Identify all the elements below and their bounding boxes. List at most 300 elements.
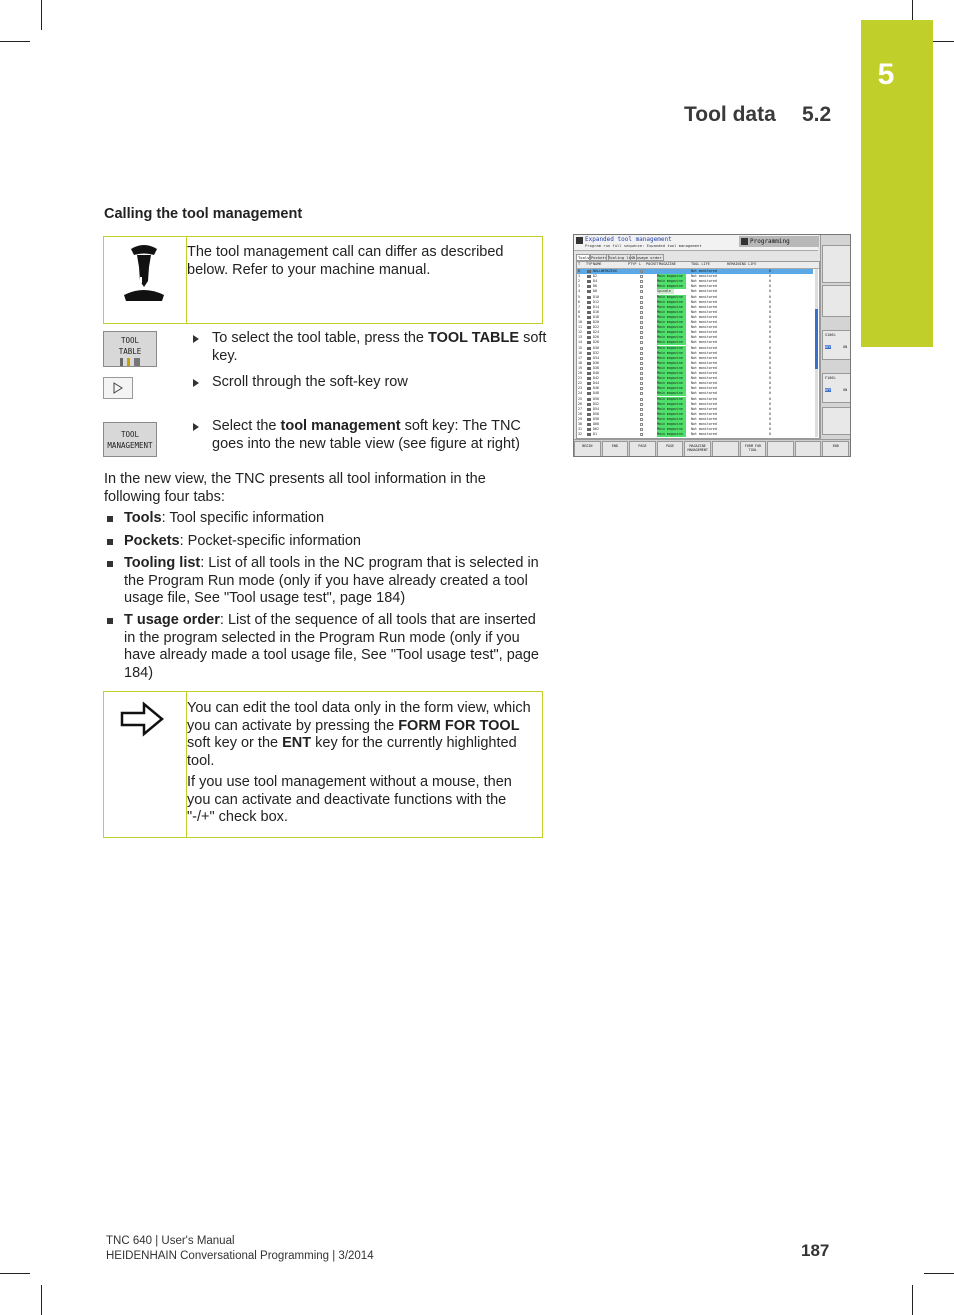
cell-tool-number: 31 xyxy=(578,427,582,432)
cell-tool-number: 22 xyxy=(578,381,582,386)
locked-checkbox[interactable] xyxy=(640,367,643,370)
column-header: TOOL LIFE xyxy=(691,262,710,266)
cell-magazine: Main magazine xyxy=(657,335,686,340)
cell-tool-name: D2 xyxy=(593,274,597,279)
side-softkey[interactable] xyxy=(822,373,851,403)
tool-type-icon xyxy=(587,270,591,273)
softkey-label: TOOL xyxy=(120,430,140,439)
cell-tool-life: Not monitored xyxy=(691,335,717,340)
tip-note-box xyxy=(103,691,543,838)
section-title: Calling the tool management xyxy=(104,206,303,222)
cell-tool-name: D60 xyxy=(593,422,599,426)
cell-tool-life: Not monitored xyxy=(691,345,717,350)
crop-mark xyxy=(0,1273,30,1274)
cell-tool-life: Not monitored xyxy=(691,314,717,319)
locked-checkbox[interactable] xyxy=(640,387,643,390)
cell-tool-name: D1 xyxy=(593,432,597,437)
cell-tool-name: D34 xyxy=(593,355,599,360)
cell-magazine: Main magazine xyxy=(657,381,686,386)
tool-type-icon xyxy=(587,280,591,283)
locked-checkbox[interactable] xyxy=(640,403,643,406)
cell-remaining-life: 0 xyxy=(769,274,771,279)
machine-note-icon-cell xyxy=(104,237,187,323)
cell-tool-name: D52 xyxy=(593,401,599,406)
cell-remaining-life: 0 xyxy=(769,386,771,391)
scrollbar-thumb[interactable] xyxy=(815,309,818,369)
tool-type-icon xyxy=(587,275,591,278)
table-header xyxy=(577,262,819,269)
softkey-label: MANAGEMENT xyxy=(107,441,153,450)
cell-tool-name: D32 xyxy=(593,350,599,355)
screen-softkey[interactable] xyxy=(657,441,684,457)
cell-tool-life: Not monitored xyxy=(691,386,717,391)
cell-tool-number: 23 xyxy=(578,386,582,391)
cell-tool-number: 16 xyxy=(578,350,582,355)
tool-type-icon xyxy=(587,306,591,309)
cell-tool-name: D6 xyxy=(593,284,597,289)
cell-tool-name: D50 xyxy=(593,396,599,401)
locked-checkbox[interactable] xyxy=(640,326,643,329)
cell-tool-number: 19 xyxy=(578,365,582,370)
cell-tool-life: Not monitored xyxy=(691,427,717,432)
cell-remaining-life: 0 xyxy=(769,289,771,294)
tip-note-text xyxy=(187,700,534,831)
cell-magazine: Main magazine xyxy=(657,320,686,325)
cell-tool-name: NULLWERKZEUG xyxy=(593,269,617,273)
cell-remaining-life: 0 xyxy=(769,335,771,340)
locked-checkbox[interactable] xyxy=(640,341,643,344)
tool-type-icon xyxy=(587,296,591,299)
cell-remaining-life: 0 xyxy=(769,396,771,401)
cell-tool-number: 6 xyxy=(578,299,580,304)
tool-type-icon xyxy=(587,336,591,339)
screen-subtitle: Program run full sequence: Expanded tool management xyxy=(585,243,702,248)
programming-mode-box xyxy=(739,236,819,247)
intro-paragraph: In the new view, the TNC presents all tool information in the following four tabs: xyxy=(104,471,486,505)
column-header: POCKET xyxy=(646,262,659,266)
machine-note-text: The tool management call can differ as described below. Refer to your machine manual. xyxy=(187,244,504,278)
cell-magazine: Main magazine xyxy=(657,371,686,376)
cell-tool-number: 13 xyxy=(578,335,582,340)
column-header: L xyxy=(639,262,642,266)
screen-softkey-label: END xyxy=(611,444,618,448)
cell-tool-life: Not monitored xyxy=(691,274,717,279)
spindle-override-label: S100% xyxy=(825,333,836,337)
screen-softkey[interactable] xyxy=(712,441,739,457)
cell-tool-number: 7 xyxy=(578,304,580,309)
side-softkey[interactable] xyxy=(822,285,851,317)
locked-checkbox[interactable] xyxy=(640,270,643,273)
locked-checkbox[interactable] xyxy=(640,352,643,355)
locked-checkbox[interactable] xyxy=(640,372,643,375)
softkey-ref: TOOL TABLE xyxy=(428,330,520,346)
cell-remaining-life: 0 xyxy=(769,279,771,284)
footer-line-2: HEIDENHAIN Conversational Programming | 3/2014 xyxy=(106,1250,374,1262)
cell-magazine: Main magazine xyxy=(657,340,686,345)
cell-tool-number: 5 xyxy=(578,294,580,299)
mode-icon xyxy=(576,237,583,244)
locked-checkbox[interactable] xyxy=(640,362,643,365)
cell-tool-number: 18 xyxy=(578,360,582,365)
locked-checkbox[interactable] xyxy=(640,290,643,293)
screen-softkey[interactable] xyxy=(740,441,767,457)
column-header: NAME xyxy=(593,262,602,266)
tool-type-icon xyxy=(587,372,591,375)
tool-type-icon xyxy=(587,301,591,304)
mode-label: Programming xyxy=(750,238,790,245)
locked-checkbox[interactable] xyxy=(640,301,643,304)
cell-tool-life: Not monitored xyxy=(691,422,717,426)
column-header: PTYP xyxy=(628,262,637,266)
tool-type-icon xyxy=(587,331,591,334)
feed-override-label: F100% xyxy=(825,376,836,380)
cell-tool-name: D8 xyxy=(593,289,597,294)
chapter-title: Tool data xyxy=(684,103,776,126)
softkey-label: TABLE xyxy=(118,347,142,356)
cell-remaining-life: 0 xyxy=(769,365,771,370)
locked-checkbox[interactable] xyxy=(640,418,643,421)
column-header: T xyxy=(578,262,581,266)
cell-tool-number: 2 xyxy=(578,279,580,284)
locked-checkbox[interactable] xyxy=(640,306,643,309)
cell-magazine: Main magazine xyxy=(657,274,686,279)
tool-type-icon xyxy=(587,367,591,370)
cell-tool-life: Not monitored xyxy=(691,309,717,314)
cell-tool-name: D48 xyxy=(593,391,599,396)
screen-softkey[interactable] xyxy=(795,441,822,457)
off-label: OFF xyxy=(825,345,832,349)
cell-tool-number: 21 xyxy=(578,376,582,381)
cell-magazine: Main magazine xyxy=(657,295,686,300)
cell-tool-number: 8 xyxy=(578,309,580,314)
cell-remaining-life: 0 xyxy=(769,330,771,335)
cell-magazine: Main magazine xyxy=(657,376,686,381)
cell-remaining-life: 0 xyxy=(769,309,771,314)
cell-tool-number: 1 xyxy=(578,274,580,279)
crop-mark xyxy=(41,0,42,30)
off-label: OFF xyxy=(825,388,832,392)
side-softkey[interactable] xyxy=(822,245,851,283)
machine-manual-icon xyxy=(104,237,186,323)
cell-magazine: Main magazine xyxy=(657,417,686,422)
side-panel xyxy=(820,235,851,457)
tip-paragraph-1: You can edit the tool data only in the form view, which you can activate by pressing the FORM FOR TOOL soft key or the ENT key for the currently highlighted tool. xyxy=(187,700,531,769)
cell-tool-number: 0 xyxy=(578,269,580,273)
tool-type-icon xyxy=(587,398,591,401)
cell-magazine: Main magazine xyxy=(657,351,686,356)
cell-magazine: Main magazine xyxy=(657,402,686,407)
tool-type-icon xyxy=(587,408,591,411)
cell-tool-name: D54 xyxy=(593,406,599,411)
cell-tool-life: Not monitored xyxy=(691,330,717,335)
cell-magazine: Main magazine xyxy=(657,346,686,351)
screen-softkey[interactable] xyxy=(629,441,656,457)
cell-tool-life: Not monitored xyxy=(691,279,717,284)
table-row[interactable] xyxy=(577,432,813,437)
tab-tools[interactable]: Tools xyxy=(578,255,590,260)
tool-icon xyxy=(110,357,150,367)
footer-line-1: TNC 640 | User's Manual xyxy=(106,1235,235,1247)
tool-type-icon xyxy=(587,377,591,380)
cell-tool-name: D14 xyxy=(593,304,599,309)
cell-tool-life: Not monitored xyxy=(691,411,717,416)
cell-magazine: Main magazine xyxy=(657,386,686,391)
cell-remaining-life: 0 xyxy=(769,320,771,324)
table-scrollbar[interactable] xyxy=(815,269,818,437)
tool-type-icon xyxy=(587,403,591,406)
cell-tool-name: D38 xyxy=(593,365,599,370)
locked-checkbox[interactable] xyxy=(640,408,643,411)
cell-tool-name: D12 xyxy=(593,299,599,304)
screen-softkey-row xyxy=(574,439,850,457)
step-arrow-icon xyxy=(193,379,199,387)
tool-type-icon xyxy=(587,316,591,319)
tip-arrow-icon xyxy=(104,692,186,752)
screen-softkey[interactable] xyxy=(602,441,629,457)
column-header: REMAINING LIFE xyxy=(727,262,757,266)
on-label: ON xyxy=(843,388,848,392)
cell-remaining-life: 0 xyxy=(769,355,771,360)
crop-mark xyxy=(924,1273,954,1274)
cell-magazine: Main magazine xyxy=(657,366,686,371)
cell-tool-life: Not monitored xyxy=(691,416,717,421)
cell-magazine: Spindle xyxy=(657,289,674,294)
cell-remaining-life: 0 xyxy=(769,376,771,381)
cell-tool-name: D62 xyxy=(593,427,599,432)
cell-tool-life: Not monitored xyxy=(691,320,717,324)
tool-type-icon xyxy=(587,347,591,350)
cell-tool-life: Not monitored xyxy=(691,401,717,406)
cell-remaining-life: 0 xyxy=(769,340,771,345)
cell-tool-life: Not monitored xyxy=(691,376,717,381)
crop-mark xyxy=(0,41,30,42)
cell-tool-name: D16 xyxy=(593,309,599,314)
cell-tool-name: D42 xyxy=(593,376,599,381)
column-header: TYP xyxy=(586,262,593,266)
cell-remaining-life: 0 xyxy=(769,371,771,375)
locked-checkbox[interactable] xyxy=(640,382,643,385)
locked-checkbox[interactable] xyxy=(640,423,643,426)
cell-magazine: Main magazine xyxy=(657,397,686,402)
cell-tool-life: Not monitored xyxy=(691,284,717,289)
bullet-square-icon xyxy=(107,561,113,567)
cell-tool-life: Not monitored xyxy=(691,355,717,360)
cell-tool-number: 20 xyxy=(578,371,582,375)
tool-type-icon xyxy=(587,413,591,416)
cell-tool-life: Not monitored xyxy=(691,396,717,401)
cell-remaining-life: 0 xyxy=(769,314,771,319)
locked-checkbox[interactable] xyxy=(640,433,643,436)
tab-tooling-list[interactable]: Tooling list xyxy=(608,255,636,260)
locked-checkbox[interactable] xyxy=(640,347,643,350)
cell-tool-name: D26 xyxy=(593,335,599,340)
tab-pockets[interactable]: Pockets xyxy=(591,255,608,260)
cell-magazine: Main magazine xyxy=(657,300,686,305)
locked-checkbox[interactable] xyxy=(640,321,643,324)
cell-tool-number: 4 xyxy=(578,289,580,294)
cell-tool-life: Not monitored xyxy=(691,432,717,437)
tool-type-icon xyxy=(587,326,591,329)
cell-tool-number: 3 xyxy=(578,284,580,289)
cell-remaining-life: 0 xyxy=(769,381,771,386)
crop-mark xyxy=(41,1285,42,1315)
cell-magazine: Main magazine xyxy=(657,427,686,432)
cell-remaining-life: 0 xyxy=(769,411,771,416)
tool-type-icon xyxy=(587,285,591,288)
cell-remaining-life: 0 xyxy=(769,269,771,273)
cell-remaining-life: 0 xyxy=(769,401,771,406)
cell-magazine: Main magazine xyxy=(657,284,686,289)
cell-tool-life: Not monitored xyxy=(691,304,717,309)
cell-magazine: Main magazine xyxy=(657,330,686,335)
page-number: 187 xyxy=(801,1241,830,1260)
cell-magazine: Main magazine xyxy=(657,310,686,315)
screen-softkey[interactable] xyxy=(574,441,601,457)
screen-softkey[interactable] xyxy=(684,441,711,457)
cell-remaining-life: 0 xyxy=(769,325,771,330)
cell-remaining-life: 0 xyxy=(769,416,771,421)
tool-management-softkey[interactable] xyxy=(103,422,157,457)
side-softkey[interactable] xyxy=(822,330,851,360)
locked-checkbox[interactable] xyxy=(640,280,643,283)
cell-tool-name: D46 xyxy=(593,386,599,391)
cell-remaining-life: 0 xyxy=(769,350,771,355)
cell-remaining-life: 0 xyxy=(769,299,771,304)
cell-tool-life: Not monitored xyxy=(691,381,717,386)
cell-tool-life: Not monitored xyxy=(691,391,717,396)
tip-note-icon-cell xyxy=(104,692,187,837)
cell-tool-number: 26 xyxy=(578,401,582,406)
cell-tool-name: D18 xyxy=(593,314,599,319)
cell-tool-name: D22 xyxy=(593,325,599,330)
locked-checkbox[interactable] xyxy=(640,316,643,319)
cell-tool-number: 14 xyxy=(578,340,582,345)
chapter-number: 5 xyxy=(877,58,895,91)
cell-tool-name: D58 xyxy=(593,416,599,421)
cell-tool-name: D30 xyxy=(593,345,599,350)
tool-type-icon xyxy=(587,418,591,421)
screen-softkey[interactable] xyxy=(822,441,849,457)
locked-checkbox[interactable] xyxy=(640,413,643,416)
cell-tool-life: Not monitored xyxy=(691,365,717,370)
cell-magazine: Main magazine xyxy=(657,407,686,412)
screen-softkey-label: END xyxy=(832,444,839,448)
cell-remaining-life: 0 xyxy=(769,432,771,437)
bullet-square-icon xyxy=(107,539,113,545)
cell-magazine: Main magazine xyxy=(657,361,686,366)
cell-tool-name: D40 xyxy=(593,371,599,375)
bullet-square-icon xyxy=(107,516,113,522)
tool-type-icon xyxy=(587,392,591,395)
cell-tool-life: Not monitored xyxy=(691,269,717,273)
cell-magazine: Main magazine xyxy=(657,391,686,396)
cell-tool-name: D4 xyxy=(593,279,597,284)
cell-tool-name: D56 xyxy=(593,411,599,416)
locked-checkbox[interactable] xyxy=(640,398,643,401)
cell-tool-life: Not monitored xyxy=(691,406,717,411)
tool-table-softkey[interactable] xyxy=(103,331,157,367)
cell-tool-name: D20 xyxy=(593,320,599,324)
tool-type-icon xyxy=(587,352,591,355)
tool-type-icon xyxy=(587,311,591,314)
cell-tool-life: Not monitored xyxy=(691,350,717,355)
tool-type-icon xyxy=(587,433,591,436)
cell-tool-life: Not monitored xyxy=(691,289,717,294)
cell-magazine: Main magazine xyxy=(657,356,686,361)
screen-softkey-label: BEGIN xyxy=(582,444,593,448)
crop-mark xyxy=(912,1285,913,1315)
locked-checkbox[interactable] xyxy=(640,357,643,360)
tab-t-usage-order[interactable]: T usage order xyxy=(632,255,662,260)
cell-tool-number: 25 xyxy=(578,396,582,401)
tool-type-icon xyxy=(587,290,591,293)
cell-remaining-life: 0 xyxy=(769,422,771,426)
screen-softkey[interactable] xyxy=(767,441,794,457)
tool-type-icon xyxy=(587,357,591,360)
softkey-ref: tool management xyxy=(280,418,401,434)
screen-title: Expanded tool management xyxy=(585,236,672,243)
cell-magazine: Main magazine xyxy=(657,432,686,437)
cell-tool-number: 12 xyxy=(578,330,582,335)
cell-tool-number: 11 xyxy=(578,325,582,330)
cell-magazine: Main magazine xyxy=(657,412,686,417)
step-arrow-icon xyxy=(193,423,199,431)
on-label: ON xyxy=(843,345,848,349)
cell-magazine: Main magazine xyxy=(657,279,686,284)
softkey-row-scroll-button[interactable] xyxy=(103,377,133,399)
locked-checkbox[interactable] xyxy=(640,331,643,334)
locked-checkbox[interactable] xyxy=(640,296,643,299)
tip-paragraph-2: If you use tool management without a mouse, then you can activate and deactivate functions with the "-/+" check box. xyxy=(187,774,512,825)
side-softkey[interactable] xyxy=(822,407,851,435)
column-header: MAGAZINE xyxy=(659,262,676,266)
cell-tool-life: Not monitored xyxy=(691,294,717,299)
cell-tool-number: 17 xyxy=(578,355,582,360)
locked-checkbox[interactable] xyxy=(640,377,643,380)
machine-note-box xyxy=(103,236,543,324)
section-number: 5.2 xyxy=(802,103,832,126)
locked-checkbox[interactable] xyxy=(640,285,643,288)
cell-remaining-life: 0 xyxy=(769,406,771,411)
cell-tool-name: D24 xyxy=(593,330,599,335)
locked-checkbox[interactable] xyxy=(640,311,643,314)
cell-remaining-life: 0 xyxy=(769,427,771,432)
screen-softkey-label: MAGAZINE MANAGEMENT xyxy=(687,444,708,452)
locked-checkbox[interactable] xyxy=(640,275,643,278)
cell-tool-life: Not monitored xyxy=(691,299,717,304)
locked-checkbox[interactable] xyxy=(640,336,643,339)
cell-magazine: Main magazine xyxy=(657,305,686,310)
tool-table xyxy=(576,261,820,439)
locked-checkbox[interactable] xyxy=(640,392,643,395)
locked-checkbox[interactable] xyxy=(640,428,643,431)
cell-tool-name: D28 xyxy=(593,340,599,345)
cell-remaining-life: 0 xyxy=(769,345,771,350)
cell-tool-number: 28 xyxy=(578,411,582,416)
programming-icon xyxy=(741,238,748,245)
cell-tool-name: D44 xyxy=(593,381,599,386)
tool-management-screenshot xyxy=(573,234,851,457)
tool-type-icon xyxy=(587,423,591,426)
cell-tool-number: 32 xyxy=(578,432,582,437)
cell-remaining-life: 0 xyxy=(769,391,771,396)
screen-title-bar xyxy=(574,235,818,251)
cell-remaining-life: 0 xyxy=(769,304,771,309)
cell-tool-number: 27 xyxy=(578,406,582,411)
cell-tool-name: D10 xyxy=(593,294,599,299)
softkey-label: TOOL xyxy=(120,336,140,345)
tool-type-icon xyxy=(587,382,591,385)
